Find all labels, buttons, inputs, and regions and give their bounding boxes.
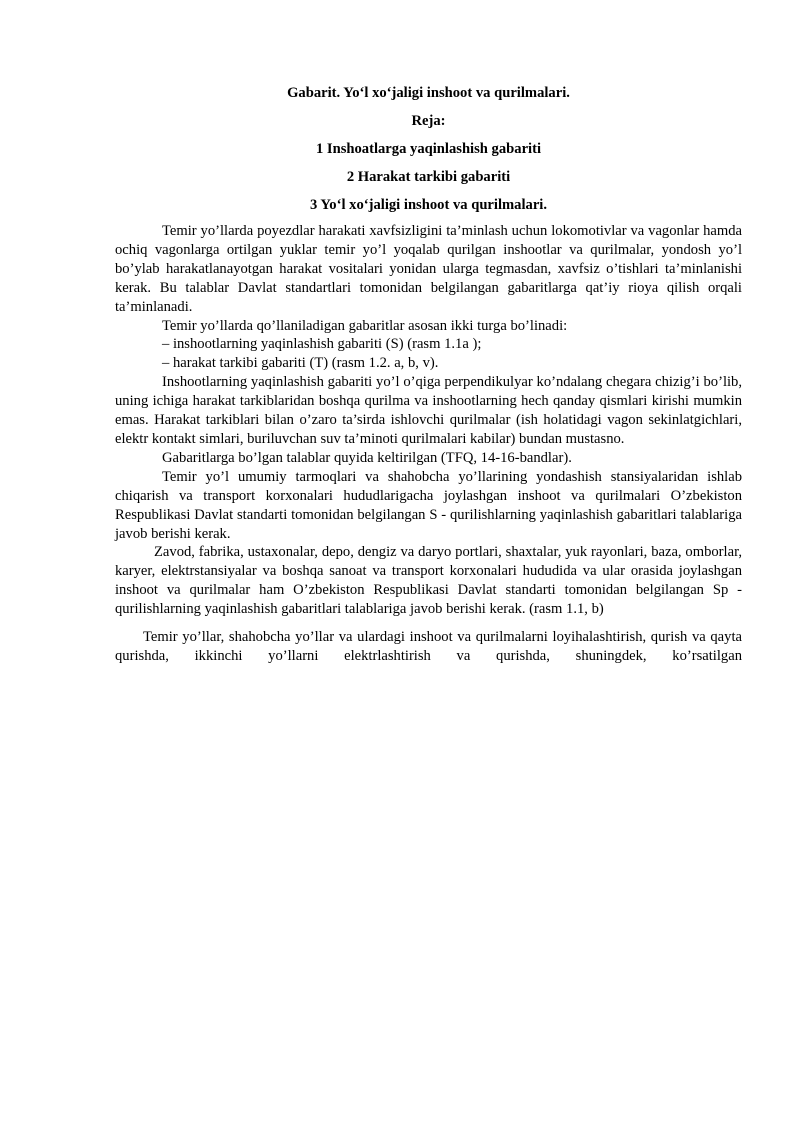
paragraph-gabarit-types: Temir yo’llarda qo’llaniladigan gabaritlar asosan ikki turga bo’linadi: bbox=[162, 317, 568, 334]
document-body bbox=[115, 84, 742, 666]
plan-item-1: 1 Inshoatlarga yaqinlashish gabariti bbox=[315, 141, 542, 157]
paragraph-design-construction: Temir yo’llar, shahobcha yo’llar va ulardagi inshoot va qurilmalarni loyihalashtirish, qurish va qayta qurishda, ikkinchi yo’llarni elektrlashtirish va qurishda, shuningdek, ko’rsatilgan bbox=[115, 629, 742, 664]
paragraph-industrial-sites: Zavod, fabrika, ustaxonalar, depo, dengiz va daryo portlari, shaxtalar, yuk rayonlari, baza, omborlar, karyer, elektrstansiyalar va boshqa sanoat va transport korxonalari hududida va ular orasida joylashgan inshoot va qurilmalar ham O’zbekiston Respublikasi Davlat standarti tomonidan belgilangan Sp - qurilishlarning yaqinlashish gabaritlari talablariga javob berishi kerak. (rasm 1.1, b) bbox=[115, 544, 742, 618]
plan-heading: Reja: bbox=[411, 113, 446, 129]
list-item-rolling-stock-gabarit: – harakat tarkibi gabariti (T) (rasm 1.2. a, b, v). bbox=[162, 355, 439, 372]
document-title: Gabarit. Yo‘l xo‘jaligi inshoot va qurilmalari. bbox=[287, 85, 570, 101]
plan-item-3: 3 Yo‘l xo‘jaligi inshoot va qurilmalari. bbox=[309, 197, 548, 213]
paragraph-safety: Temir yo’llarda poyezdlar harakati xavfsizligini ta’minlash uchun lokomotivlar va vagonlar hamda ochiq vagonlarga ortilgan yuklar temir yo’l yoqalab qurilgan inshootlar va qurilmalar, yondosh yo’l bo’ylab harakatlanayotgan harakat vositalari yonidan ularga tegmasdan, xavfsiz o’tishlari ta’minlanishi kerak. Bu talablar Davlat standartlari tomonidan belgilangan gabaritlarga qat’iy rioya qilish orqali ta’minlanadi. bbox=[115, 223, 742, 315]
paragraph-approach-gabarit: Inshootlarning yaqinlashish gabariti yo’l o’qiga perpendikulyar ko’ndalang chegara chizig’i bo’lib, uning ichiga harakat tarkiblaridan boshqa qurilma va inshootlarning hech qanday qismlari kirishi mumkin emas. Harakat tarkiblari bilan o’zaro ta’sirda ishlovchi qurilmalar (ish holatidagi vagon sekinlatgichlari, elektr kontakt simlari, buriluvchan suv ta’minoti qurilmalari kabilar) bundan mustasno. bbox=[115, 374, 742, 447]
list-item-structures-gabarit: – inshootlarning yaqinlashish gabariti (S) (rasm 1.1a ); bbox=[162, 336, 482, 353]
paragraph-general-network: Temir yo’l umumiy tarmoqlari va shahobcha yo’llarining yondashish stansiyalaridan ishlab chiqarish va transport korxonalari hududlarigacha joylashgan inshoot va qurilmalari O’zbekiston Respublikasi Davlat standarti tomonidan belgilangan S - qurilishlarning yaqinlashish gabaritlari talablariga javob berishi kerak. bbox=[115, 468, 742, 542]
plan-item-2: 2 Harakat tarkibi gabariti bbox=[346, 169, 511, 185]
paragraph-requirements: Gabaritlarga bo’lgan talablar quyida keltirilgan (TFQ, 14-16-bandlar). bbox=[162, 449, 572, 466]
